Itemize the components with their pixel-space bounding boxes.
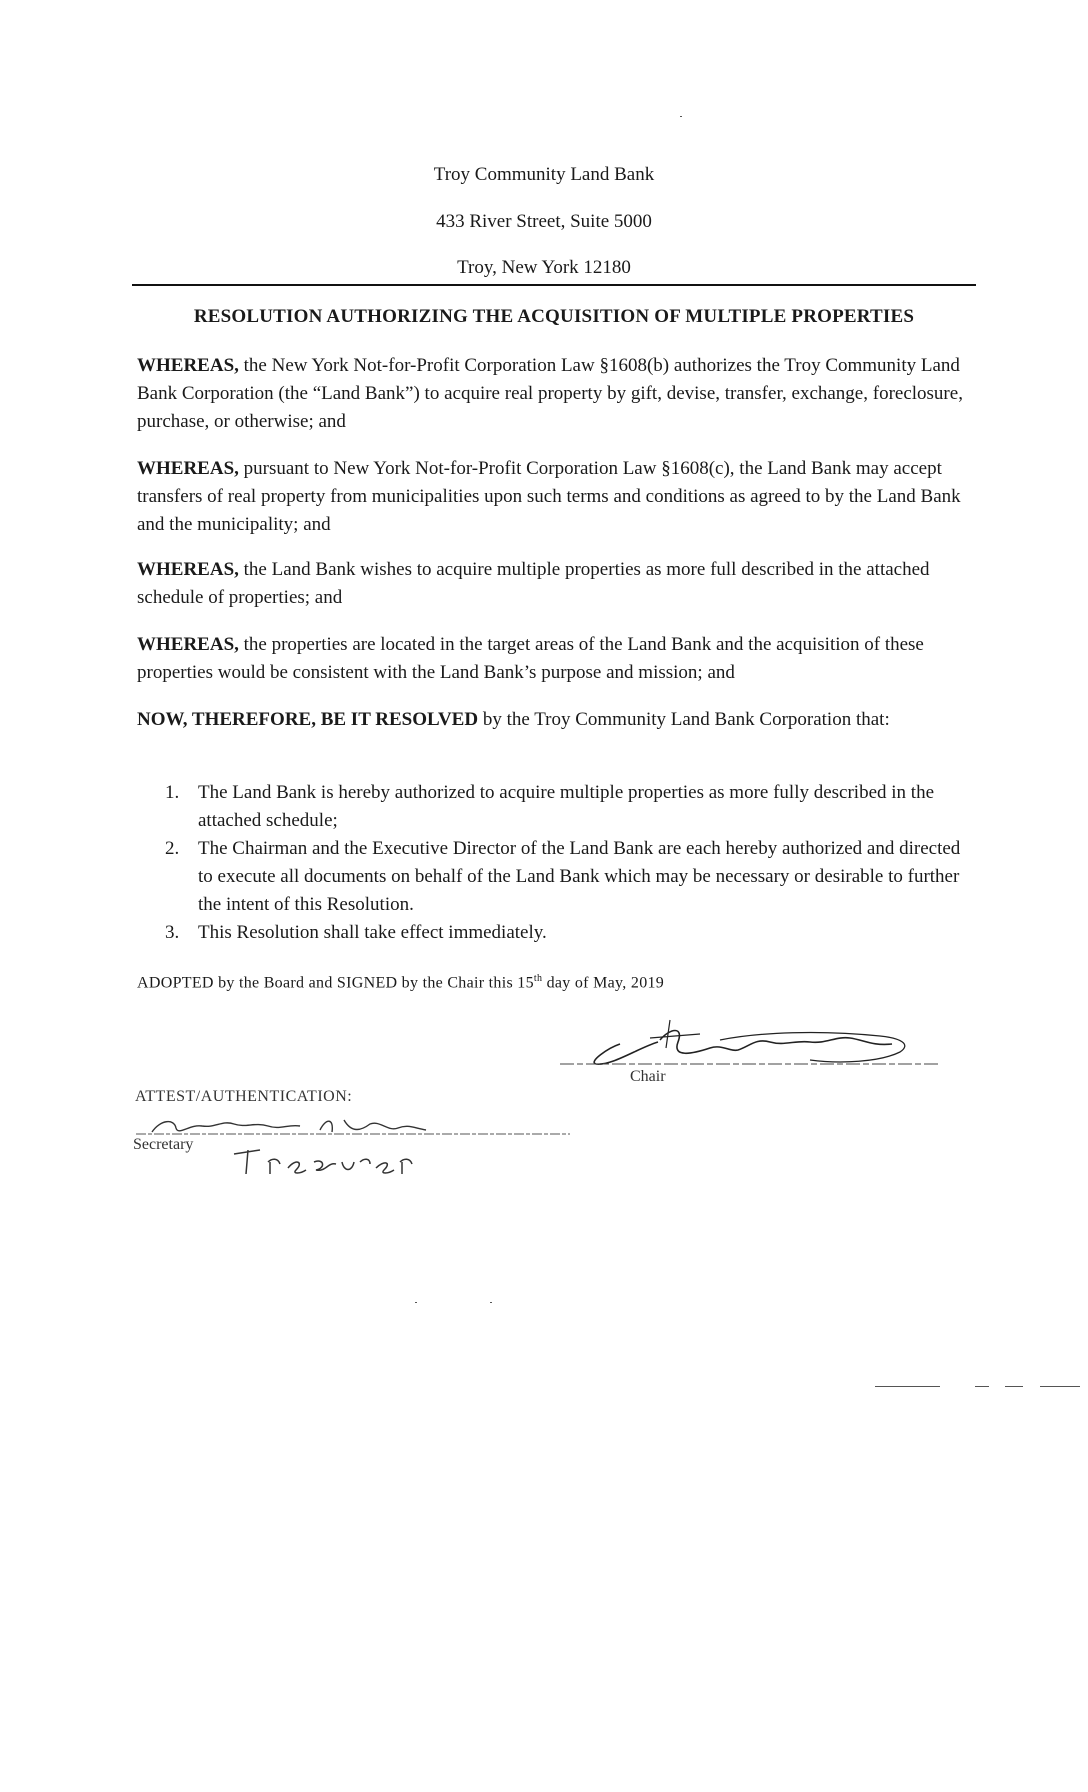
scan-speck (415, 1302, 417, 1303)
chair-label: Chair (630, 1068, 666, 1085)
adopted-date-text: day of May, 2019 (542, 974, 665, 992)
whereas-text: the properties are located in the target areas of the Land Bank and the acquisition of these properties would be consistent with the Land Bank’s purpose and mission; and (137, 634, 924, 683)
whereas-lead: WHEREAS, (137, 355, 239, 376)
scan-mark (1040, 1386, 1080, 1387)
item-number: 3. (165, 922, 180, 943)
adopted-ordinal: th (533, 973, 543, 984)
handwritten-treasurer (230, 1140, 430, 1180)
secretary-signature (130, 1110, 570, 1142)
whereas-text: the New York Not-for-Profit Corporation Law §1608(b) authorizes the Troy Community Land Bank Corporation (the “Land Bank”) to acquire real property by gift, devise, transfer, exchange, foreclosure, purchase, or otherwise; and (137, 355, 963, 432)
item-number: 1. (165, 782, 180, 803)
chair-signature (560, 1018, 960, 1076)
whereas-paragraph-4 (137, 631, 963, 687)
item-number: 2. (165, 838, 180, 859)
org-address: 433 River Street, Suite 5000 (436, 211, 652, 232)
org-name: Troy Community Land Bank (433, 164, 655, 185)
scan-speck (680, 116, 682, 117)
item-text: The Chairman and the Executive Director of the Land Bank are each hereby authorized and directed to execute all documents on behalf of the Land Bank which may be necessary or desirable to further the intent of this Resolution. (198, 838, 961, 915)
scan-mark (875, 1386, 940, 1387)
adopted-text: ADOPTED by the Board and SIGNED by the Chair this 15 (137, 974, 534, 992)
org-city: Troy, New York 12180 (457, 257, 631, 278)
resolved-text: by the Troy Community Land Bank Corporation that: (478, 709, 890, 730)
whereas-lead: WHEREAS, (137, 634, 239, 655)
adoption-statement (137, 973, 664, 992)
scan-mark (1005, 1386, 1023, 1387)
resolved-paragraph (137, 706, 963, 734)
scan-mark (975, 1386, 989, 1387)
whereas-text: pursuant to New York Not-for-Profit Corporation Law §1608(c), the Land Bank may accept transfers of real property from municipalities upon such terms and conditions as agreed to by the Land Bank and the municipality; and (137, 458, 961, 535)
secretary-label: Secretary (133, 1136, 194, 1153)
whereas-paragraph-3 (137, 556, 963, 612)
whereas-lead: WHEREAS, (137, 559, 239, 580)
item-text: This Resolution shall take effect immediately. (198, 922, 547, 943)
header-divider (132, 284, 976, 286)
resolution-title: RESOLUTION AUTHORIZING THE ACQUISITION OF MULTIPLE PROPERTIES (193, 306, 915, 327)
scan-speck (490, 1302, 492, 1303)
item-text: The Land Bank is hereby authorized to acquire multiple properties as more fully described in the attached schedule; (198, 782, 935, 831)
whereas-paragraph-1 (137, 352, 963, 436)
resolved-lead: NOW, THEREFORE, BE IT RESOLVED (137, 709, 479, 730)
whereas-lead: WHEREAS, (137, 458, 239, 479)
whereas-paragraph-2 (137, 455, 963, 539)
whereas-text: the Land Bank wishes to acquire multiple properties as more full described in the attached schedule of properties; and (137, 559, 930, 608)
attest-label: ATTEST/AUTHENTICATION: (135, 1088, 353, 1105)
